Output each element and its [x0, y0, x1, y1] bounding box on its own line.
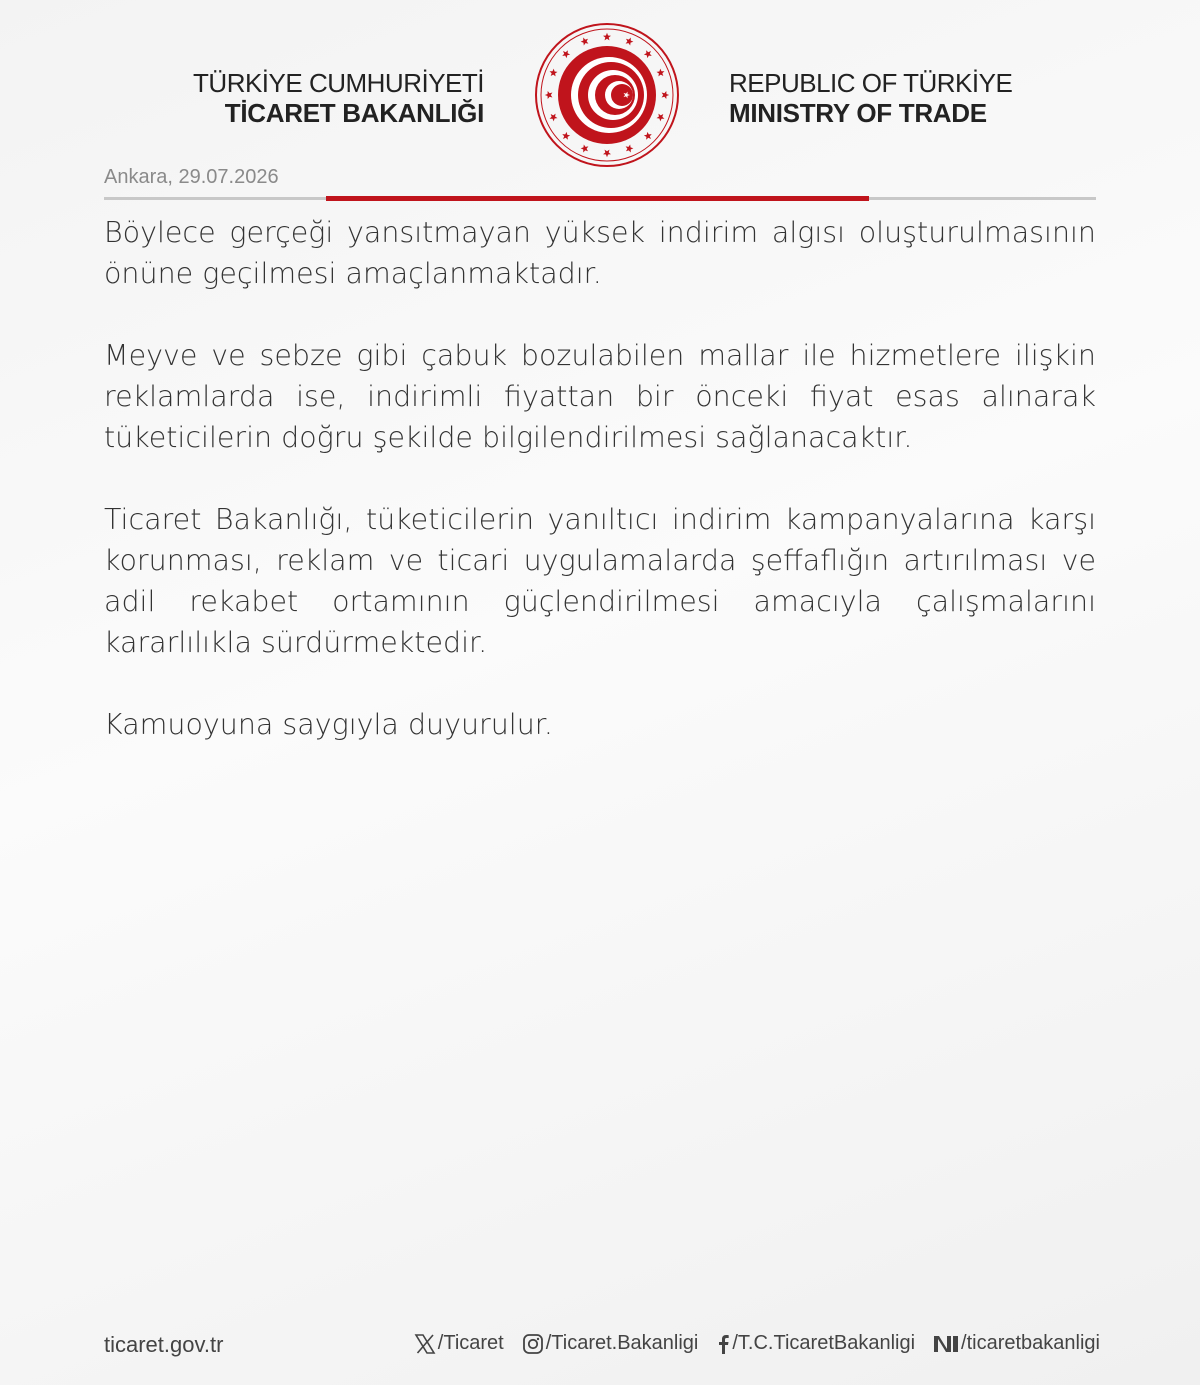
- emblem-star: [562, 50, 570, 58]
- social-x-handle: /Ticaret: [437, 1332, 504, 1354]
- divider-accent: [326, 196, 869, 201]
- ministry-name-english: [729, 68, 1012, 128]
- emblem-star: [603, 150, 611, 158]
- ministry-name-turkish: [193, 68, 484, 128]
- emblem-star: [644, 50, 652, 58]
- social-nsosyal[interactable]: [933, 1332, 1100, 1355]
- emblem-star: [626, 38, 634, 46]
- paragraph-4: Kamuoyuna saygıyla duyurulur.: [104, 708, 553, 741]
- social-x[interactable]: [414, 1332, 504, 1355]
- republic-name-tr: TÜRKİYE CUMHURİYETİ: [193, 68, 484, 98]
- social-instagram[interactable]: [522, 1332, 699, 1355]
- emblem-star: [550, 69, 558, 77]
- emblem-star: [657, 69, 665, 77]
- emblem-star: [657, 114, 665, 122]
- instagram-icon: [522, 1333, 544, 1355]
- paragraph-1: Böylece gerçeği yansıtmayan yüksek indirim algısı oluşturulmasının önüne geçilmesi amaçlanmaktadır.: [104, 216, 1096, 290]
- social-nsosyal-handle: /ticaretbakanligi: [961, 1332, 1100, 1354]
- ministry-name-en: MINISTRY OF TRADE: [729, 98, 987, 128]
- emblem-star: [545, 91, 553, 99]
- ministry-emblem-icon: [533, 21, 681, 169]
- emblem-star: [662, 91, 670, 99]
- social-links: [396, 1332, 1100, 1355]
- letterhead: [0, 0, 1200, 170]
- republic-name-en: REPUBLIC OF TÜRKİYE: [729, 68, 1013, 98]
- nsosyal-icon: [933, 1334, 959, 1354]
- emblem-star: [626, 145, 634, 153]
- social-facebook[interactable]: [716, 1332, 915, 1355]
- x-icon: [414, 1334, 436, 1354]
- emblem-star: [581, 145, 589, 153]
- emblem-star: [550, 114, 558, 122]
- facebook-icon: [716, 1333, 730, 1355]
- emblem-star: [603, 33, 611, 41]
- emblem-star: [581, 38, 589, 46]
- social-instagram-handle: /Ticaret.Bakanligi: [545, 1332, 699, 1354]
- emblem-star: [562, 132, 570, 140]
- place-date: Ankara, 29.07.2026: [104, 166, 279, 188]
- paragraph-3: Ticaret Bakanlığı, tüketicilerin yanıltıcı indirim kampanyalarına karşı korunması, reklam ve ticari uygulamalarda şeffaflığın artırılması ve adil rekabet ortamının güçlendirilmesi amacıyla çalışmalarını kararlılıkla sürdürmektedir.: [104, 503, 1096, 659]
- social-facebook-handle: /T.C.TicaretBakanligi: [732, 1332, 916, 1354]
- emblem-star: [644, 132, 652, 140]
- press-release-body: [104, 212, 1096, 786]
- ministry-name-tr: TİCARET BAKANLIĞI: [224, 98, 484, 128]
- footer: [104, 1328, 1100, 1364]
- website-link[interactable]: ticaret.gov.tr: [104, 1332, 224, 1357]
- paragraph-2: Meyve ve sebze gibi çabuk bozulabilen mallar ile hizmetlere ilişkin reklamlarda ise, indirimli fiyattan bir önceki fiyat esas alınarak tüketicilerin doğru şekilde bilgilendirilmesi sağlanacaktır.: [104, 339, 1096, 454]
